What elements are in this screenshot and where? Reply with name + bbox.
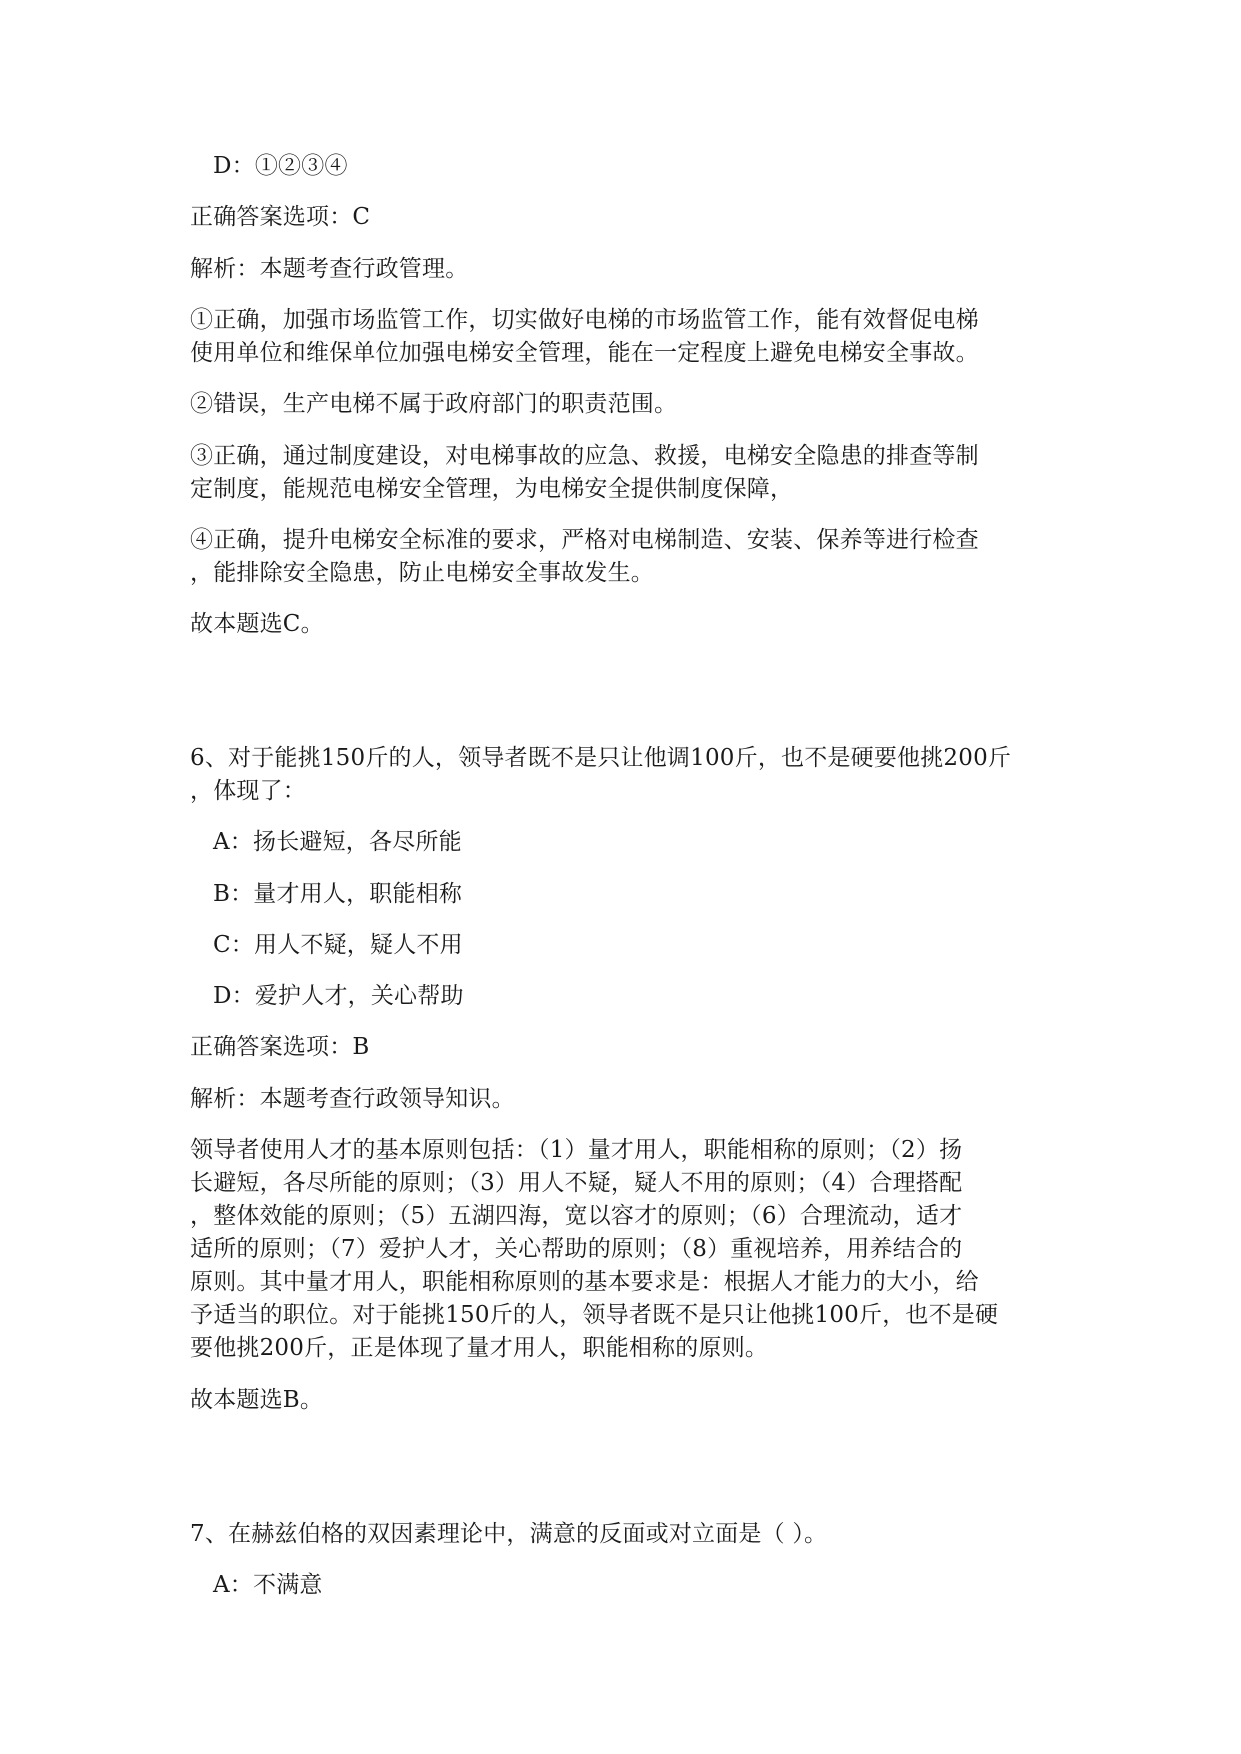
q6-analysis-line-7: 要他挑200斤，正是体现了量才用人，职能相称的原则。 <box>190 1335 769 1361</box>
q6-option-a: A：扬长避短，各尽所能 <box>213 829 462 855</box>
q6-analysis-title: 解析：本题考查行政领导知识。 <box>190 1086 515 1112</box>
q6-analysis-line-2: 长避短，各尽所能的原则；（3）用人不疑，疑人不用的原则；（4）合理搭配 <box>190 1170 963 1196</box>
q7-question: 7、在赫兹伯格的双因素理论中，满意的反面或对立面是（ ）。 <box>190 1521 828 1547</box>
q5-point-2: ②错误，生产电梯不属于政府部门的职责范围。 <box>190 391 678 417</box>
q5-point-1-line-1: ①正确，加强市场监管工作，切实做好电梯的市场监管工作，能有效督促电梯 <box>190 307 979 333</box>
q6-option-c: C：用人不疑，疑人不用 <box>213 932 463 958</box>
q6-answer: 正确答案选项：B <box>190 1034 370 1060</box>
q5-point-1-line-2: 使用单位和维保单位加强电梯安全管理，能在一定程度上避免电梯安全事故。 <box>190 340 979 366</box>
q5-answer: 正确答案选项：C <box>190 204 371 230</box>
q5-point-3-line-1: ③正确，通过制度建设，对电梯事故的应急、救援，电梯安全隐患的排查等制 <box>190 443 979 469</box>
q6-question-line-2: ，体现了： <box>190 778 306 804</box>
q6-analysis-line-4: 适所的原则；（7）爱护人才，关心帮助的原则；（8）重视培养，用养结合的 <box>190 1236 963 1262</box>
q6-conclusion: 故本题选B。 <box>190 1387 324 1413</box>
q6-analysis-line-3: ，整体效能的原则；（5）五湖四海，宽以容才的原则；（6）合理流动，适才 <box>190 1203 963 1229</box>
q7-option-a: A：不满意 <box>213 1572 323 1598</box>
q6-analysis-line-5: 原则。其中量才用人，职能相称原则的基本要求是：根据人才能力的大小，给 <box>190 1269 979 1295</box>
q5-point-4-line-1: ④正确，提升电梯安全标准的要求，严格对电梯制造、安装、保养等进行检查 <box>190 527 979 553</box>
q5-point-3-line-2: 定制度，能规范电梯安全管理，为电梯安全提供制度保障， <box>190 476 794 502</box>
q6-question-line-1: 6、对于能挑150斤的人，领导者既不是只让他调100斤，也不是硬要他挑200斤 <box>190 745 1012 771</box>
q5-option-d: D：①②③④ <box>213 153 348 179</box>
q6-option-b: B：量才用人，职能相称 <box>213 881 463 907</box>
q6-analysis-line-1: 领导者使用人才的基本原则包括：（1）量才用人，职能相称的原则；（2）扬 <box>190 1137 963 1163</box>
q5-conclusion: 故本题选C。 <box>190 611 324 637</box>
q5-analysis-title: 解析：本题考查行政管理。 <box>190 256 469 282</box>
q5-point-4-line-2: ，能排除安全隐患，防止电梯安全事故发生。 <box>190 560 654 586</box>
q6-analysis-line-6: 予适当的职位。对于能挑150斤的人，领导者既不是只让他挑100斤，也不是硬 <box>190 1302 999 1328</box>
q6-option-d: D：爱护人才，关心帮助 <box>213 983 464 1009</box>
